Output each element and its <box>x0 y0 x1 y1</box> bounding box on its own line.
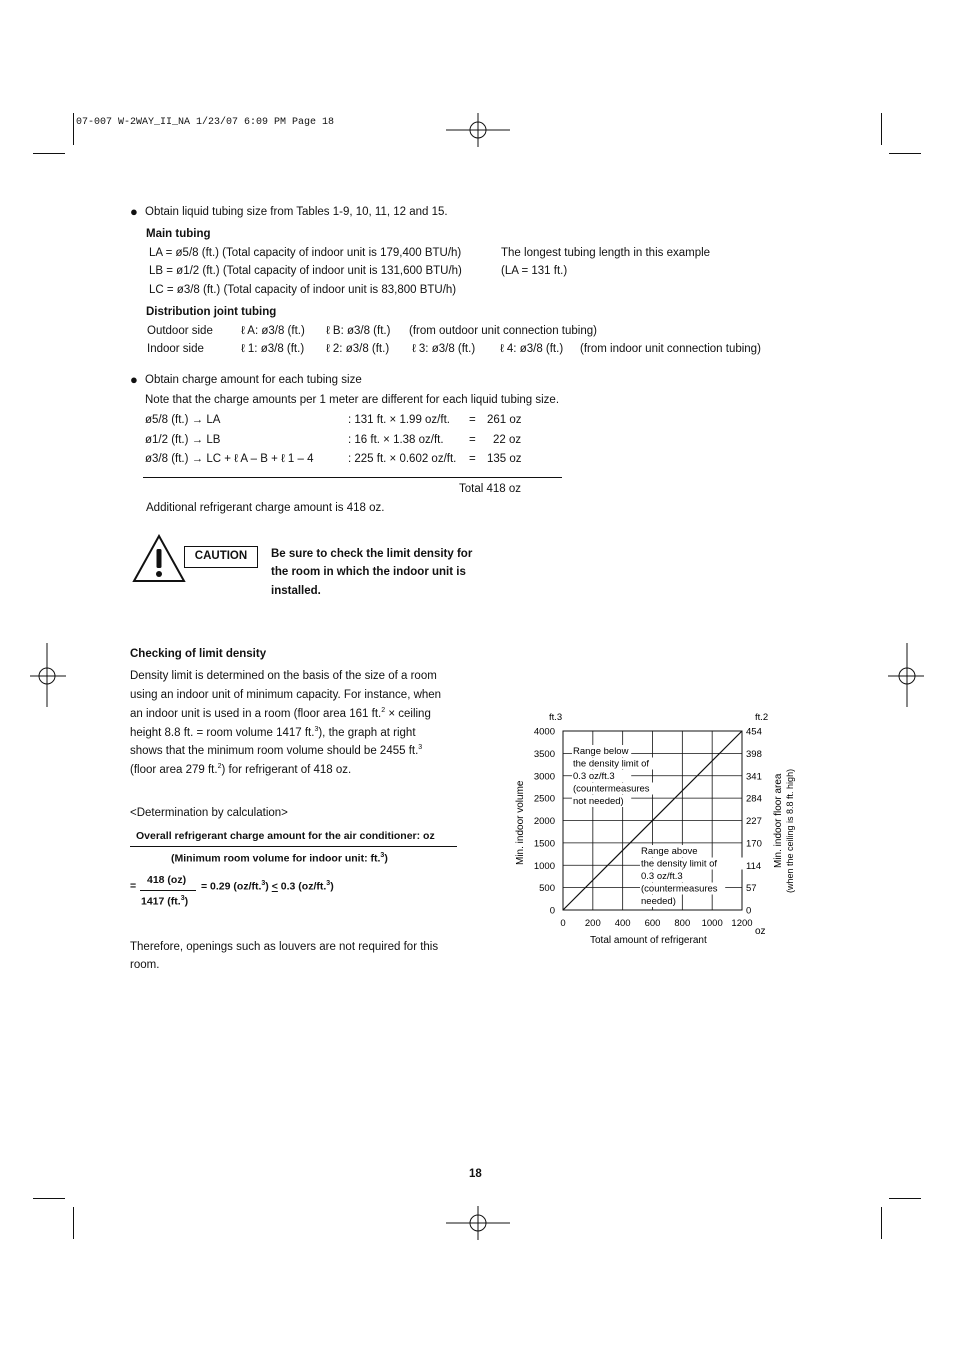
y-left-tick-label: 3500 <box>533 748 555 760</box>
registration-mark-top <box>446 113 510 147</box>
tubing-lb: LB = ø1/2 (ft.) (Total capacity of indoor unit is 131,600 BTU/h) <box>149 265 462 277</box>
registration-mark-right <box>888 643 924 707</box>
outdoor-a: ℓ A: ø3/8 (ft.) <box>241 325 305 337</box>
x-tick-label: 400 <box>614 918 631 929</box>
charge-row-result: 22 oz <box>493 434 522 446</box>
text-part: = 0.29 (oz/ft. <box>201 880 262 893</box>
longest-note-2: (LA = 131 ft.) <box>501 265 568 277</box>
y-right-tick-label: 284 <box>746 793 762 805</box>
crop-mark <box>889 153 921 154</box>
formula-rule <box>130 846 457 847</box>
annotation-line: not needed) <box>573 796 624 807</box>
bullet-2: ● <box>130 372 138 387</box>
superscript: 3 <box>380 852 385 859</box>
charge-row-size: ø5/8 (ft.) → LA <box>145 414 221 426</box>
main-tubing-title: Main tubing <box>146 228 211 240</box>
y-left-tick-label: 1500 <box>533 838 555 850</box>
y-left-tick-label: 2000 <box>533 816 555 827</box>
density-paragraph-line: using an indoor unit of minimum capacity. For instance, when <box>130 689 442 701</box>
y-left-tick-label: 1000 <box>533 860 555 872</box>
fraction-rule <box>140 890 196 891</box>
charge-row-calc: : 225 ft. × 0.602 oz/ft. <box>348 453 457 465</box>
text-part: 1417 (ft. <box>141 895 181 908</box>
x-tick-label: 1200 <box>731 918 753 929</box>
superscript: 3 <box>314 726 319 733</box>
x-unit: oz <box>755 926 766 937</box>
caution-line-2: the room in which the indoor unit is <box>271 566 466 578</box>
y-right-tick-labels <box>746 727 762 917</box>
superscript: 3 <box>418 744 423 751</box>
text-part: (floor area 279 ft. <box>130 763 218 776</box>
crop-mark <box>33 1198 65 1199</box>
y-right-tick-label: 0 <box>746 905 752 917</box>
crop-mark <box>889 1198 921 1199</box>
caution-line-3: installed. <box>271 585 321 597</box>
page-number: 18 <box>469 1168 482 1180</box>
y-right-tick-label: 114 <box>746 860 762 872</box>
total-rule <box>143 477 562 478</box>
eq-sign: = <box>130 880 137 892</box>
bullet-2-text: Obtain charge amount for each tubing size <box>145 374 362 386</box>
y-right-axis-note: (when the ceiling is 8.8 ft. high) <box>785 768 795 893</box>
density-paragraph-line <box>130 707 431 720</box>
annotation-lower <box>640 845 746 907</box>
superscript: 3 <box>326 880 331 887</box>
charge-row-eq: = <box>469 434 476 446</box>
y-left-tick-label: 3000 <box>533 771 555 783</box>
print-slug: 07-007 W-2WAY_II_NA 1/23/07 6:09 PM Page 18 <box>76 117 335 128</box>
indoor-4: ℓ 4: ø3/8 (ft.) <box>500 343 564 355</box>
formula-bottom <box>171 852 388 865</box>
indoor-2: ℓ 2: ø3/8 (ft.) <box>326 343 390 355</box>
annotation-line: 0.3 oz/ft.3 <box>573 771 615 782</box>
superscript: 3 <box>261 880 266 887</box>
indoor-3: ℓ 3: ø3/8 (ft.) <box>412 343 476 355</box>
superscript: 2 <box>381 707 386 714</box>
annotation-line: needed) <box>641 896 676 907</box>
x-tick-label: 0 <box>560 918 566 929</box>
y-left-tick-label: 4000 <box>533 726 555 738</box>
y-left-axis-label: Min. indoor volume <box>515 780 526 865</box>
annotation-line: (countermeasures <box>573 783 650 795</box>
conclusion-line-1: Therefore, openings such as louvers are not required for this <box>130 941 439 953</box>
outdoor-note: (from outdoor unit connection tubing) <box>409 325 597 337</box>
formula-result <box>201 880 334 893</box>
indoor-note: (from indoor unit connection tubing) <box>580 343 761 355</box>
y-left-tick-label: 0 <box>549 905 555 917</box>
y-right-tick-label: 341 <box>746 771 762 783</box>
density-paragraph-line <box>130 744 422 757</box>
y-right-tick-label: 170 <box>746 838 762 850</box>
registration-mark-left <box>30 643 66 707</box>
additional-charge: Additional refrigerant charge amount is 418 oz. <box>146 502 385 514</box>
y-right-unit: ft.2 <box>755 712 769 723</box>
density-paragraph-line <box>130 726 416 739</box>
text-part: (Minimum room volume for indoor unit: ft. <box>171 852 381 865</box>
text-part: an indoor unit is used in a room (floor area 161 ft. <box>130 707 382 720</box>
charge-row-eq: = <box>469 414 476 426</box>
y-right-tick-label: 454 <box>746 726 762 738</box>
longest-note-1: The longest tubing length in this example <box>501 247 711 259</box>
annotation-line: 0.3 oz/ft.3 <box>641 871 683 882</box>
text-part: ) <box>330 880 334 893</box>
text-part: ) <box>184 895 189 908</box>
x-tick-label: 600 <box>644 918 661 929</box>
less-equal-sign: < <box>271 880 278 893</box>
annotation-line: Range above <box>641 846 698 857</box>
charge-total: Total 418 oz <box>459 483 522 495</box>
crop-mark <box>881 113 882 145</box>
caution-line-1: Be sure to check the limit density for <box>271 548 473 560</box>
crop-mark <box>73 1207 74 1239</box>
density-title: Checking of limit density <box>130 648 267 660</box>
distribution-title: Distribution joint tubing <box>146 306 277 318</box>
density-paragraph-line: Density limit is determined on the basis of the size of a room <box>130 670 437 682</box>
registration-mark-bottom <box>446 1206 510 1240</box>
y-left-tick-label: 500 <box>539 883 555 895</box>
y-left-tick-label: 2500 <box>533 793 555 805</box>
text-part: ), the graph at right <box>318 726 416 739</box>
charge-row-calc: : 16 ft. × 1.38 oz/ft. <box>348 434 444 446</box>
superscript: 2 <box>217 763 222 770</box>
charge-row-result: 135 oz <box>487 453 522 465</box>
y-right-axis-label: Min. indoor floor area <box>773 773 784 868</box>
fraction-numerator: 418 (oz) <box>147 874 187 886</box>
charge-row-size: ø1/2 (ft.) → LB <box>145 434 221 446</box>
text-part: ) <box>384 852 388 865</box>
x-axis-label: Total amount of refrigerant <box>590 935 707 946</box>
x-tick-label: 800 <box>674 918 691 929</box>
calc-heading: <Determination by calculation> <box>130 807 288 819</box>
text-part: shows that the minimum room volume should be 2455 ft. <box>130 744 419 757</box>
charge-row-eq: = <box>469 453 476 465</box>
tubing-lc: LC = ø3/8 (ft.) (Total capacity of indoor unit is 83,800 BTU/h) <box>149 284 457 296</box>
charge-row-size: ø3/8 (ft.) → LC + ℓ A – B + ℓ 1 – 4 <box>145 453 314 465</box>
caution-label: CAUTION <box>184 546 258 568</box>
x-tick-label: 1000 <box>701 918 723 929</box>
formula-top: Overall refrigerant charge amount for the air conditioner: oz <box>136 830 435 842</box>
conclusion-line-2: room. <box>130 959 160 971</box>
text-part: 0.3 (oz/ft. <box>277 880 327 893</box>
annotation-line: the density limit of <box>573 758 650 770</box>
crop-mark <box>881 1207 882 1239</box>
charge-row-calc: : 131 ft. × 1.99 oz/ft. <box>348 414 450 426</box>
tubing-la: LA = ø5/8 (ft.) (Total capacity of indoor unit is 179,400 BTU/h) <box>149 247 462 259</box>
bullet-1: ● <box>130 204 138 219</box>
y-right-tick-label: 398 <box>746 748 762 760</box>
text-part: height 8.8 ft. = room volume 1417 ft. <box>130 726 315 739</box>
y-right-tick-label: 227 <box>746 816 762 827</box>
text-part: × ceiling <box>385 707 431 720</box>
x-tick-labels <box>560 918 752 929</box>
annotation-line: (countermeasures <box>641 883 718 895</box>
bullet-1-text: Obtain liquid tubing size from Tables 1-9, 10, 11, 12 and 15. <box>145 206 448 218</box>
superscript: 3 <box>180 895 185 902</box>
annotation-line: the density limit of <box>641 858 718 870</box>
text-part: ) <box>265 880 272 893</box>
crop-mark <box>73 113 74 145</box>
annotation-line: Range below <box>573 746 629 757</box>
charge-row-result: 261 oz <box>487 414 522 426</box>
y-left-tick-labels <box>534 727 555 917</box>
outdoor-b: ℓ B: ø3/8 (ft.) <box>326 325 391 337</box>
y-right-tick-label: 57 <box>746 883 757 895</box>
density-limit-chart <box>505 705 805 950</box>
density-paragraph-line <box>130 763 351 776</box>
outdoor-label: Outdoor side <box>147 325 213 337</box>
text-part: ) for refrigerant of 418 oz. <box>221 763 352 776</box>
charge-note: Note that the charge amounts per 1 meter are different for each liquid tubing size. <box>145 394 560 406</box>
indoor-label: Indoor side <box>147 343 204 355</box>
fraction-denominator <box>141 895 188 908</box>
y-left-unit: ft.3 <box>549 712 563 723</box>
warning-icon <box>132 534 186 584</box>
indoor-1: ℓ 1: ø3/8 (ft.) <box>241 343 305 355</box>
x-tick-label: 200 <box>584 918 601 929</box>
crop-mark <box>33 153 65 154</box>
